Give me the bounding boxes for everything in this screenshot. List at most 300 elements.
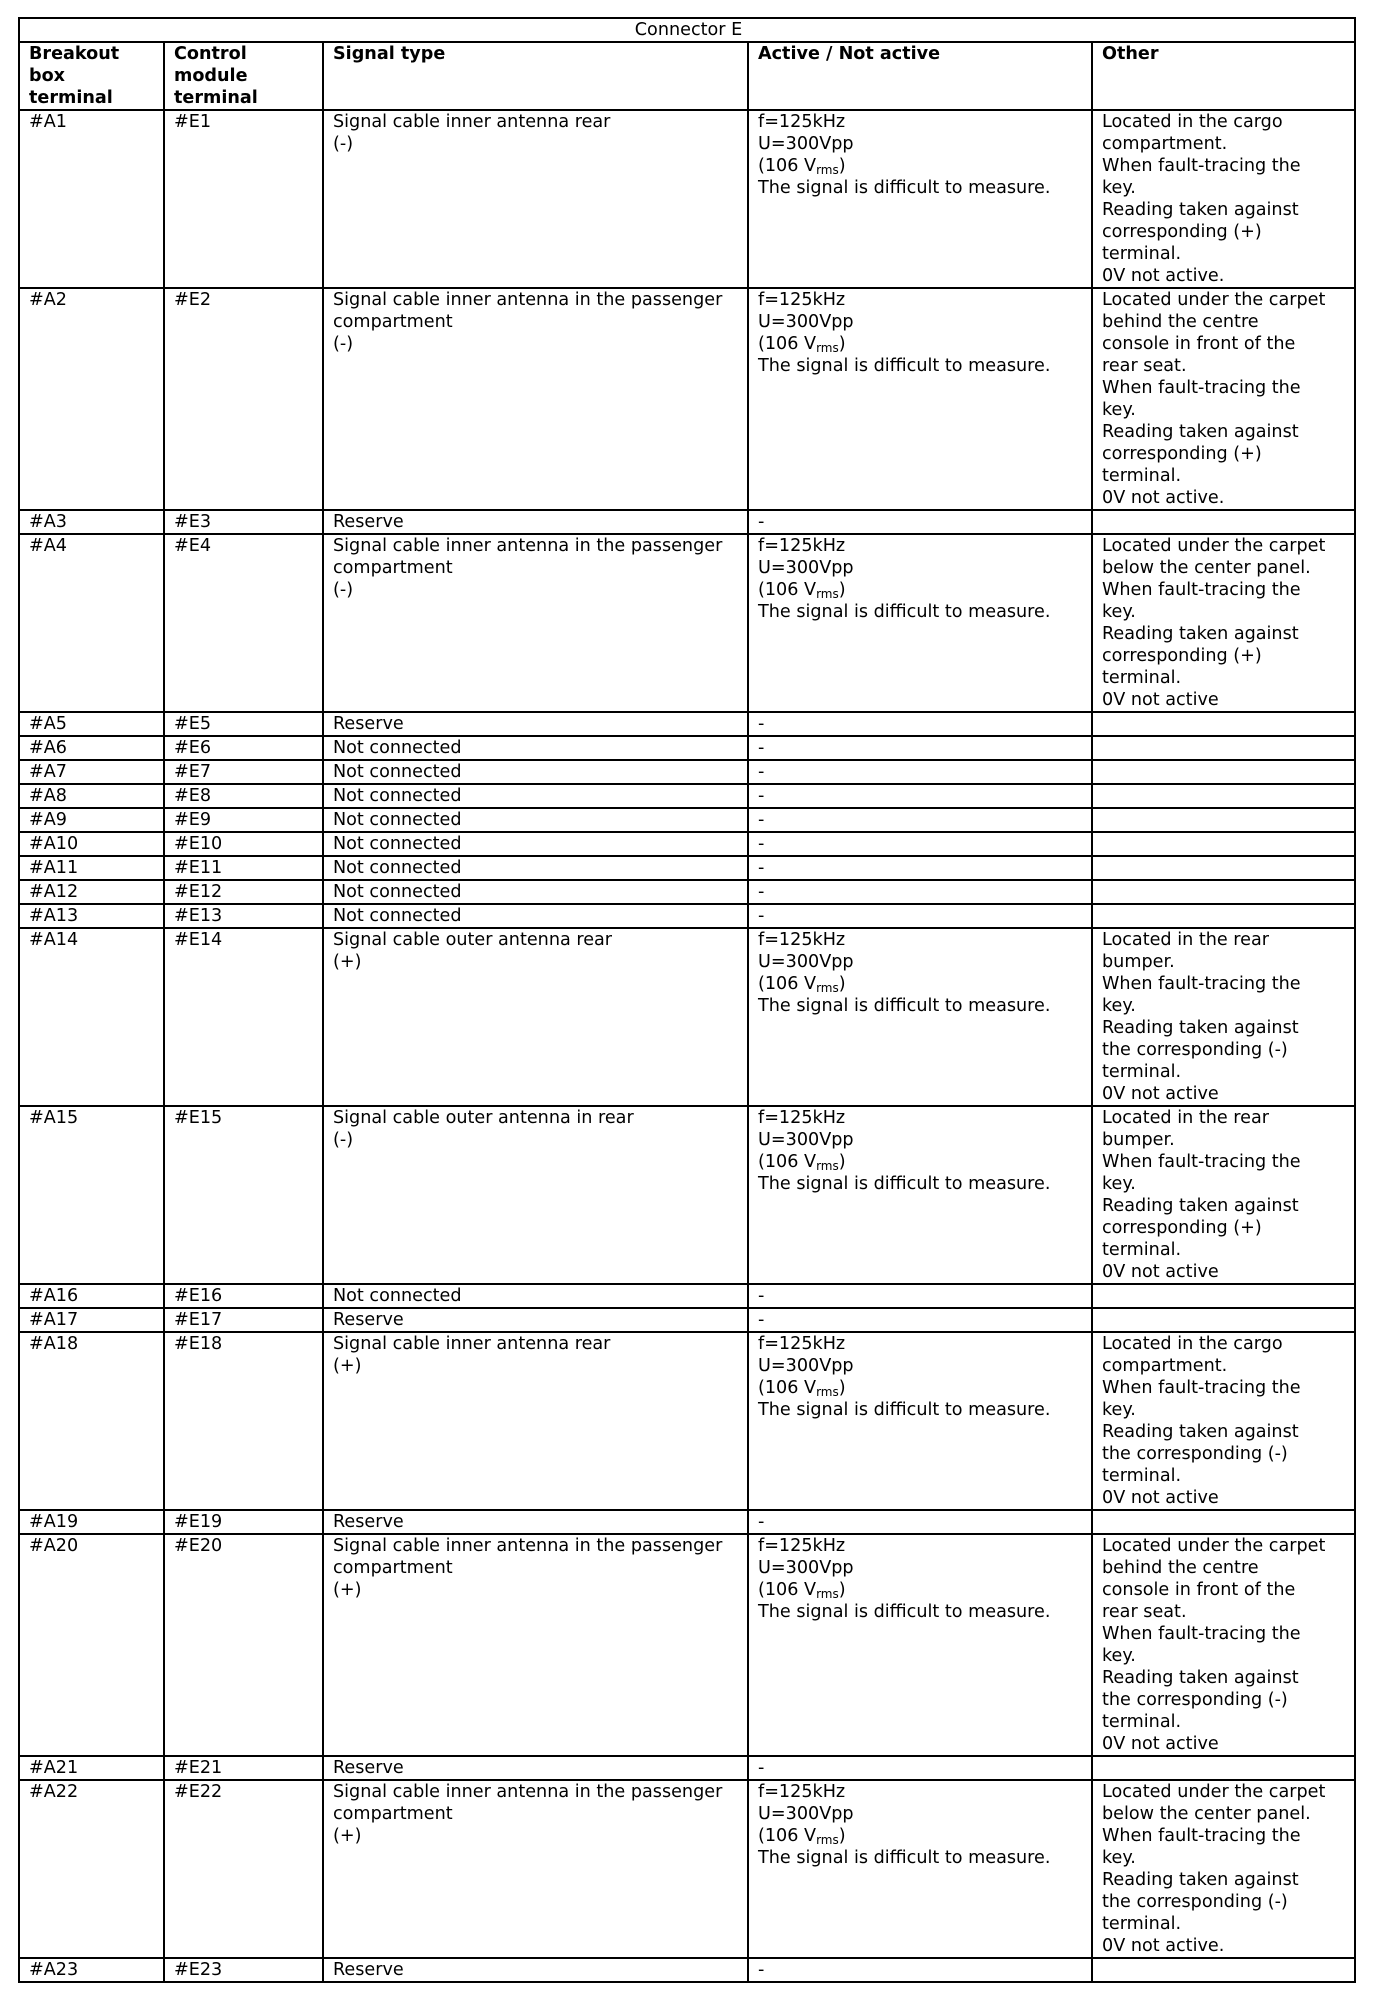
other-note-line: compartment.: [1102, 1356, 1228, 1376]
control-module-terminal-cell: #E13: [164, 904, 323, 928]
table-row: [19, 1510, 1355, 1534]
other-note-line: When fault-tracing the: [1102, 1624, 1301, 1644]
other-notes-cell: [1092, 1780, 1355, 1958]
breakout-box-terminal-cell: #A12: [19, 880, 164, 904]
empty-dash: -: [758, 1286, 765, 1306]
rms-subscript: rms: [816, 981, 839, 995]
active-state-cell: [748, 510, 1092, 534]
breakout-box-terminal-cell: #A22: [19, 1780, 164, 1958]
signal-type-cell: [323, 1756, 748, 1780]
control-module-terminal-cell: #E19: [164, 1510, 323, 1534]
other-note-line: below the center panel.: [1102, 1804, 1311, 1824]
rms-subscript: rms: [816, 1385, 839, 1399]
other-note-line: the corresponding (-): [1102, 1892, 1288, 1912]
signal-type-line: (-): [333, 1130, 354, 1150]
voltage-value: U=300Vpp: [758, 134, 854, 154]
measurement-note: The signal is difficult to measure.: [758, 1848, 1051, 1868]
signal-type-line: Reserve: [333, 1960, 404, 1980]
breakout-box-terminal-cell: #A3: [19, 510, 164, 534]
frequency-value: f=125kHz: [758, 1782, 846, 1802]
table-row: [19, 904, 1355, 928]
breakout-box-terminal-cell: #A2: [19, 288, 164, 510]
other-note-line: Reading taken against: [1102, 1018, 1299, 1038]
active-state-cell: [748, 904, 1092, 928]
signal-type-line: (-): [333, 580, 354, 600]
measurement-note: The signal is difficult to measure.: [758, 1400, 1051, 1420]
control-module-terminal-cell: #E2: [164, 288, 323, 510]
other-note-line: corresponding (+): [1102, 1218, 1262, 1238]
header-line: Control: [174, 44, 247, 64]
table-row: [19, 1780, 1355, 1958]
empty-dash: -: [758, 1960, 765, 1980]
header-line: terminal: [174, 88, 258, 108]
other-note-line: Reading taken against: [1102, 422, 1299, 442]
control-module-terminal-cell: #E12: [164, 880, 323, 904]
signal-type-line: (-): [333, 334, 354, 354]
other-note-line: key.: [1102, 1174, 1136, 1194]
active-state-cell: [748, 1756, 1092, 1780]
signal-type-cell: [323, 904, 748, 928]
frequency-value: f=125kHz: [758, 930, 846, 950]
measurement-note: The signal is difficult to measure.: [758, 1174, 1051, 1194]
rms-close: ): [838, 156, 846, 176]
table-row: [19, 856, 1355, 880]
header-line: box: [29, 66, 66, 86]
empty-dash: -: [758, 786, 765, 806]
signal-type-cell: [323, 1534, 748, 1756]
signal-type-line: Signal cable outer antenna in rear: [333, 1108, 634, 1128]
measurement-note: The signal is difficult to measure.: [758, 602, 1051, 622]
other-note-line: terminal.: [1102, 1914, 1182, 1934]
active-state-cell: [748, 534, 1092, 712]
breakout-box-terminal-cell: #A11: [19, 856, 164, 880]
empty-dash: -: [758, 834, 765, 854]
other-notes-cell: [1092, 510, 1355, 534]
other-note-line: 0V not active.: [1102, 1936, 1225, 1956]
empty-dash: -: [758, 858, 765, 878]
other-note-line: When fault-tracing the: [1102, 1378, 1301, 1398]
header-other: Other: [1092, 42, 1355, 110]
control-module-terminal-cell: #E15: [164, 1106, 323, 1284]
empty-dash: -: [758, 1758, 765, 1778]
breakout-box-terminal-cell: #A15: [19, 1106, 164, 1284]
connector-table-document: [18, 17, 1354, 1983]
breakout-box-terminal-cell: #A23: [19, 1958, 164, 1982]
rms-open: (106 V: [758, 580, 817, 600]
other-notes-cell: [1092, 1106, 1355, 1284]
signal-type-line: Not connected: [333, 762, 462, 782]
signal-type-line: Not connected: [333, 786, 462, 806]
voltage-value: U=300Vpp: [758, 1356, 854, 1376]
active-state-cell: [748, 808, 1092, 832]
table-row: [19, 1284, 1355, 1308]
signal-type-cell: [323, 880, 748, 904]
other-note-line: When fault-tracing the: [1102, 378, 1301, 398]
table-row: [19, 288, 1355, 510]
signal-type-cell: [323, 832, 748, 856]
empty-dash: -: [758, 1512, 765, 1532]
rms-close: ): [838, 1826, 846, 1846]
other-note-line: When fault-tracing the: [1102, 974, 1301, 994]
rms-value: [758, 1151, 1085, 1173]
active-state-cell: [748, 736, 1092, 760]
other-note-line: key.: [1102, 1400, 1136, 1420]
rms-open: (106 V: [758, 334, 817, 354]
table-row: [19, 760, 1355, 784]
empty-dash: -: [758, 714, 765, 734]
other-note-line: 0V not active: [1102, 1262, 1219, 1282]
other-notes-cell: [1092, 760, 1355, 784]
other-note-line: 0V not active.: [1102, 266, 1225, 286]
breakout-box-terminal-cell: #A14: [19, 928, 164, 1106]
other-notes-cell: [1092, 784, 1355, 808]
other-note-line: key.: [1102, 400, 1136, 420]
signal-type-line: Signal cable inner antenna rear: [333, 1334, 611, 1354]
measurement-note: The signal is difficult to measure.: [758, 356, 1051, 376]
control-module-terminal-cell: #E8: [164, 784, 323, 808]
other-note-line: terminal.: [1102, 1240, 1182, 1260]
signal-type-cell: [323, 1780, 748, 1958]
measurement-note: The signal is difficult to measure.: [758, 996, 1051, 1016]
active-state-cell: [748, 1106, 1092, 1284]
other-note-line: the corresponding (-): [1102, 1444, 1288, 1464]
rms-value: [758, 579, 1085, 601]
voltage-value: U=300Vpp: [758, 1558, 854, 1578]
other-note-line: corresponding (+): [1102, 646, 1262, 666]
active-state-cell: [748, 1332, 1092, 1510]
signal-type-line: Signal cable inner antenna in the passenger: [333, 1536, 723, 1556]
signal-type-cell: [323, 534, 748, 712]
rms-open: (106 V: [758, 1152, 817, 1172]
other-note-line: key.: [1102, 996, 1136, 1016]
empty-dash: -: [758, 810, 765, 830]
other-notes-cell: [1092, 1958, 1355, 1982]
active-state-cell: [748, 880, 1092, 904]
other-note-line: terminal.: [1102, 244, 1182, 264]
other-note-line: corresponding (+): [1102, 222, 1262, 242]
other-notes-cell: [1092, 712, 1355, 736]
empty-dash: -: [758, 762, 765, 782]
other-note-line: key.: [1102, 602, 1136, 622]
table-row: [19, 1958, 1355, 1982]
control-module-terminal-cell: #E22: [164, 1780, 323, 1958]
other-note-line: Located in the cargo: [1102, 112, 1283, 132]
other-note-line: key.: [1102, 178, 1136, 198]
header-line: Breakout: [29, 44, 120, 64]
table-row: [19, 510, 1355, 534]
control-module-terminal-cell: #E9: [164, 808, 323, 832]
other-notes-cell: [1092, 288, 1355, 510]
control-module-terminal-cell: #E21: [164, 1756, 323, 1780]
active-state-cell: [748, 928, 1092, 1106]
other-note-line: rear seat.: [1102, 356, 1187, 376]
active-state-cell: [748, 1510, 1092, 1534]
voltage-value: U=300Vpp: [758, 312, 854, 332]
signal-type-cell: [323, 1510, 748, 1534]
empty-dash: -: [758, 882, 765, 902]
signal-type-line: compartment: [333, 558, 453, 578]
header-line: module: [174, 66, 248, 86]
signal-type-line: Not connected: [333, 738, 462, 758]
signal-type-line: Not connected: [333, 882, 462, 902]
rms-open: (106 V: [758, 1826, 817, 1846]
breakout-box-terminal-cell: #A16: [19, 1284, 164, 1308]
other-note-line: corresponding (+): [1102, 444, 1262, 464]
breakout-box-terminal-cell: #A10: [19, 832, 164, 856]
other-notes-cell: [1092, 1510, 1355, 1534]
breakout-box-terminal-cell: #A6: [19, 736, 164, 760]
active-state-cell: [748, 288, 1092, 510]
other-note-line: 0V not active.: [1102, 488, 1225, 508]
signal-type-cell: [323, 510, 748, 534]
rms-subscript: rms: [816, 163, 839, 177]
signal-type-cell: [323, 856, 748, 880]
other-note-line: Located under the carpet: [1102, 1536, 1326, 1556]
other-note-line: key.: [1102, 1848, 1136, 1868]
table-title: Connector E: [19, 18, 1355, 42]
other-note-line: behind the centre: [1102, 312, 1259, 332]
other-note-line: terminal.: [1102, 668, 1182, 688]
other-note-line: the corresponding (-): [1102, 1690, 1288, 1710]
table-row: [19, 784, 1355, 808]
signal-type-line: (+): [333, 1826, 362, 1846]
other-note-line: terminal.: [1102, 1062, 1182, 1082]
breakout-box-terminal-cell: #A19: [19, 1510, 164, 1534]
table-row: [19, 1308, 1355, 1332]
control-module-terminal-cell: #E4: [164, 534, 323, 712]
active-state-cell: [748, 712, 1092, 736]
other-notes-cell: [1092, 1534, 1355, 1756]
other-note-line: 0V not active: [1102, 1084, 1219, 1104]
other-note-line: Located in the cargo: [1102, 1334, 1283, 1354]
other-notes-cell: [1092, 1284, 1355, 1308]
frequency-value: f=125kHz: [758, 1536, 846, 1556]
other-note-line: When fault-tracing the: [1102, 156, 1301, 176]
control-module-terminal-cell: #E1: [164, 110, 323, 288]
active-state-cell: [748, 110, 1092, 288]
signal-type-line: Signal cable inner antenna in the passenger: [333, 1782, 723, 1802]
table-row: [19, 928, 1355, 1106]
control-module-terminal-cell: #E16: [164, 1284, 323, 1308]
other-note-line: key.: [1102, 1646, 1136, 1666]
signal-type-line: compartment: [333, 1804, 453, 1824]
frequency-value: f=125kHz: [758, 290, 846, 310]
signal-type-cell: [323, 760, 748, 784]
control-module-terminal-cell: #E7: [164, 760, 323, 784]
signal-type-line: Not connected: [333, 1286, 462, 1306]
empty-dash: -: [758, 1310, 765, 1330]
table-row: [19, 712, 1355, 736]
signal-type-line: Signal cable inner antenna in the passenger: [333, 536, 723, 556]
signal-type-cell: [323, 1332, 748, 1510]
control-module-terminal-cell: #E11: [164, 856, 323, 880]
active-state-cell: [748, 1958, 1092, 1982]
other-note-line: When fault-tracing the: [1102, 580, 1301, 600]
signal-type-cell: [323, 784, 748, 808]
voltage-value: U=300Vpp: [758, 1804, 854, 1824]
active-state-cell: [748, 1534, 1092, 1756]
frequency-value: f=125kHz: [758, 1334, 846, 1354]
frequency-value: f=125kHz: [758, 536, 846, 556]
other-note-line: Located in the rear: [1102, 930, 1269, 950]
header-line: terminal: [29, 88, 113, 108]
signal-type-line: Reserve: [333, 512, 404, 532]
signal-type-line: (+): [333, 1580, 362, 1600]
control-module-terminal-cell: #E14: [164, 928, 323, 1106]
voltage-value: U=300Vpp: [758, 1130, 854, 1150]
signal-type-cell: [323, 1284, 748, 1308]
breakout-box-terminal-cell: #A7: [19, 760, 164, 784]
table-row: [19, 1756, 1355, 1780]
other-note-line: below the center panel.: [1102, 558, 1311, 578]
signal-type-cell: [323, 1308, 748, 1332]
active-state-cell: [748, 1780, 1092, 1958]
signal-type-line: (+): [333, 952, 362, 972]
signal-type-cell: [323, 110, 748, 288]
header-breakout-box-terminal: [19, 42, 164, 110]
breakout-box-terminal-cell: #A9: [19, 808, 164, 832]
other-note-line: Reading taken against: [1102, 1870, 1299, 1890]
signal-type-line: (+): [333, 1356, 362, 1376]
signal-type-line: Signal cable outer antenna rear: [333, 930, 613, 950]
rms-close: ): [838, 1378, 846, 1398]
signal-type-cell: [323, 712, 748, 736]
breakout-box-terminal-cell: #A4: [19, 534, 164, 712]
empty-dash: -: [758, 512, 765, 532]
other-note-line: Located under the carpet: [1102, 536, 1326, 556]
breakout-box-terminal-cell: #A20: [19, 1534, 164, 1756]
signal-type-line: compartment: [333, 1558, 453, 1578]
control-module-terminal-cell: #E23: [164, 1958, 323, 1982]
rms-value: [758, 333, 1085, 355]
other-note-line: Reading taken against: [1102, 624, 1299, 644]
table-row: [19, 1332, 1355, 1510]
rms-subscript: rms: [816, 341, 839, 355]
empty-dash: -: [758, 738, 765, 758]
breakout-box-terminal-cell: #A8: [19, 784, 164, 808]
control-module-terminal-cell: #E5: [164, 712, 323, 736]
other-note-line: Reading taken against: [1102, 1668, 1299, 1688]
other-note-line: rear seat.: [1102, 1602, 1187, 1622]
control-module-terminal-cell: #E18: [164, 1332, 323, 1510]
other-note-line: Reading taken against: [1102, 200, 1299, 220]
table-row: [19, 1106, 1355, 1284]
signal-type-cell: [323, 928, 748, 1106]
other-note-line: behind the centre: [1102, 1558, 1259, 1578]
signal-type-line: Reserve: [333, 714, 404, 734]
other-note-line: 0V not active: [1102, 690, 1219, 710]
table-row: [19, 808, 1355, 832]
other-notes-cell: [1092, 736, 1355, 760]
header-control-module-terminal: [164, 42, 323, 110]
rms-open: (106 V: [758, 1378, 817, 1398]
signal-type-line: Reserve: [333, 1512, 404, 1532]
other-notes-cell: [1092, 1308, 1355, 1332]
voltage-value: U=300Vpp: [758, 558, 854, 578]
other-notes-cell: [1092, 856, 1355, 880]
rms-subscript: rms: [816, 1159, 839, 1173]
table-row: [19, 110, 1355, 288]
other-notes-cell: [1092, 1332, 1355, 1510]
measurement-note: The signal is difficult to measure.: [758, 178, 1051, 198]
frequency-value: f=125kHz: [758, 1108, 846, 1128]
control-module-terminal-cell: #E6: [164, 736, 323, 760]
signal-type-line: Not connected: [333, 906, 462, 926]
other-note-line: 0V not active: [1102, 1734, 1219, 1754]
other-notes-cell: [1092, 928, 1355, 1106]
other-note-line: Located in the rear: [1102, 1108, 1269, 1128]
control-module-terminal-cell: #E10: [164, 832, 323, 856]
control-module-terminal-cell: #E17: [164, 1308, 323, 1332]
active-state-cell: [748, 1308, 1092, 1332]
breakout-box-terminal-cell: #A1: [19, 110, 164, 288]
rms-open: (106 V: [758, 1580, 817, 1600]
signal-type-line: Signal cable inner antenna rear: [333, 112, 611, 132]
signal-type-line: Not connected: [333, 834, 462, 854]
other-note-line: console in front of the: [1102, 334, 1296, 354]
rms-value: [758, 1825, 1085, 1847]
other-note-line: terminal.: [1102, 1712, 1182, 1732]
header-active-not-active: Active / Not active: [748, 42, 1092, 110]
control-module-terminal-cell: #E20: [164, 1534, 323, 1756]
voltage-value: U=300Vpp: [758, 952, 854, 972]
active-state-cell: [748, 784, 1092, 808]
breakout-box-terminal-cell: #A5: [19, 712, 164, 736]
other-note-line: When fault-tracing the: [1102, 1826, 1301, 1846]
rms-open: (106 V: [758, 974, 817, 994]
active-state-cell: [748, 1284, 1092, 1308]
other-notes-cell: [1092, 904, 1355, 928]
rms-open: (106 V: [758, 156, 817, 176]
signal-type-line: Not connected: [333, 858, 462, 878]
header-signal-type: Signal type: [323, 42, 748, 110]
table-row: [19, 832, 1355, 856]
rms-subscript: rms: [816, 587, 839, 601]
other-note-line: When fault-tracing the: [1102, 1152, 1301, 1172]
table-row: [19, 1534, 1355, 1756]
signal-type-cell: [323, 808, 748, 832]
empty-dash: -: [758, 906, 765, 926]
other-notes-cell: [1092, 832, 1355, 856]
frequency-value: f=125kHz: [758, 112, 846, 132]
other-note-line: console in front of the: [1102, 1580, 1296, 1600]
signal-type-cell: [323, 736, 748, 760]
other-note-line: bumper.: [1102, 952, 1175, 972]
breakout-box-terminal-cell: #A18: [19, 1332, 164, 1510]
rms-close: ): [838, 1580, 846, 1600]
rms-value: [758, 1377, 1085, 1399]
rms-close: ): [838, 334, 846, 354]
signal-type-cell: [323, 288, 748, 510]
breakout-box-terminal-cell: #A21: [19, 1756, 164, 1780]
other-notes-cell: [1092, 534, 1355, 712]
measurement-note: The signal is difficult to measure.: [758, 1602, 1051, 1622]
other-note-line: 0V not active: [1102, 1488, 1219, 1508]
signal-type-line: compartment: [333, 312, 453, 332]
rms-value: [758, 155, 1085, 177]
breakout-box-terminal-cell: #A13: [19, 904, 164, 928]
control-module-terminal-cell: #E3: [164, 510, 323, 534]
other-notes-cell: [1092, 880, 1355, 904]
active-state-cell: [748, 856, 1092, 880]
signal-type-line: (-): [333, 134, 354, 154]
table-row: [19, 736, 1355, 760]
other-note-line: bumper.: [1102, 1130, 1175, 1150]
other-note-line: Located under the carpet: [1102, 1782, 1326, 1802]
other-note-line: Reading taken against: [1102, 1196, 1299, 1216]
signal-type-line: Signal cable inner antenna in the passenger: [333, 290, 723, 310]
table-row: [19, 880, 1355, 904]
